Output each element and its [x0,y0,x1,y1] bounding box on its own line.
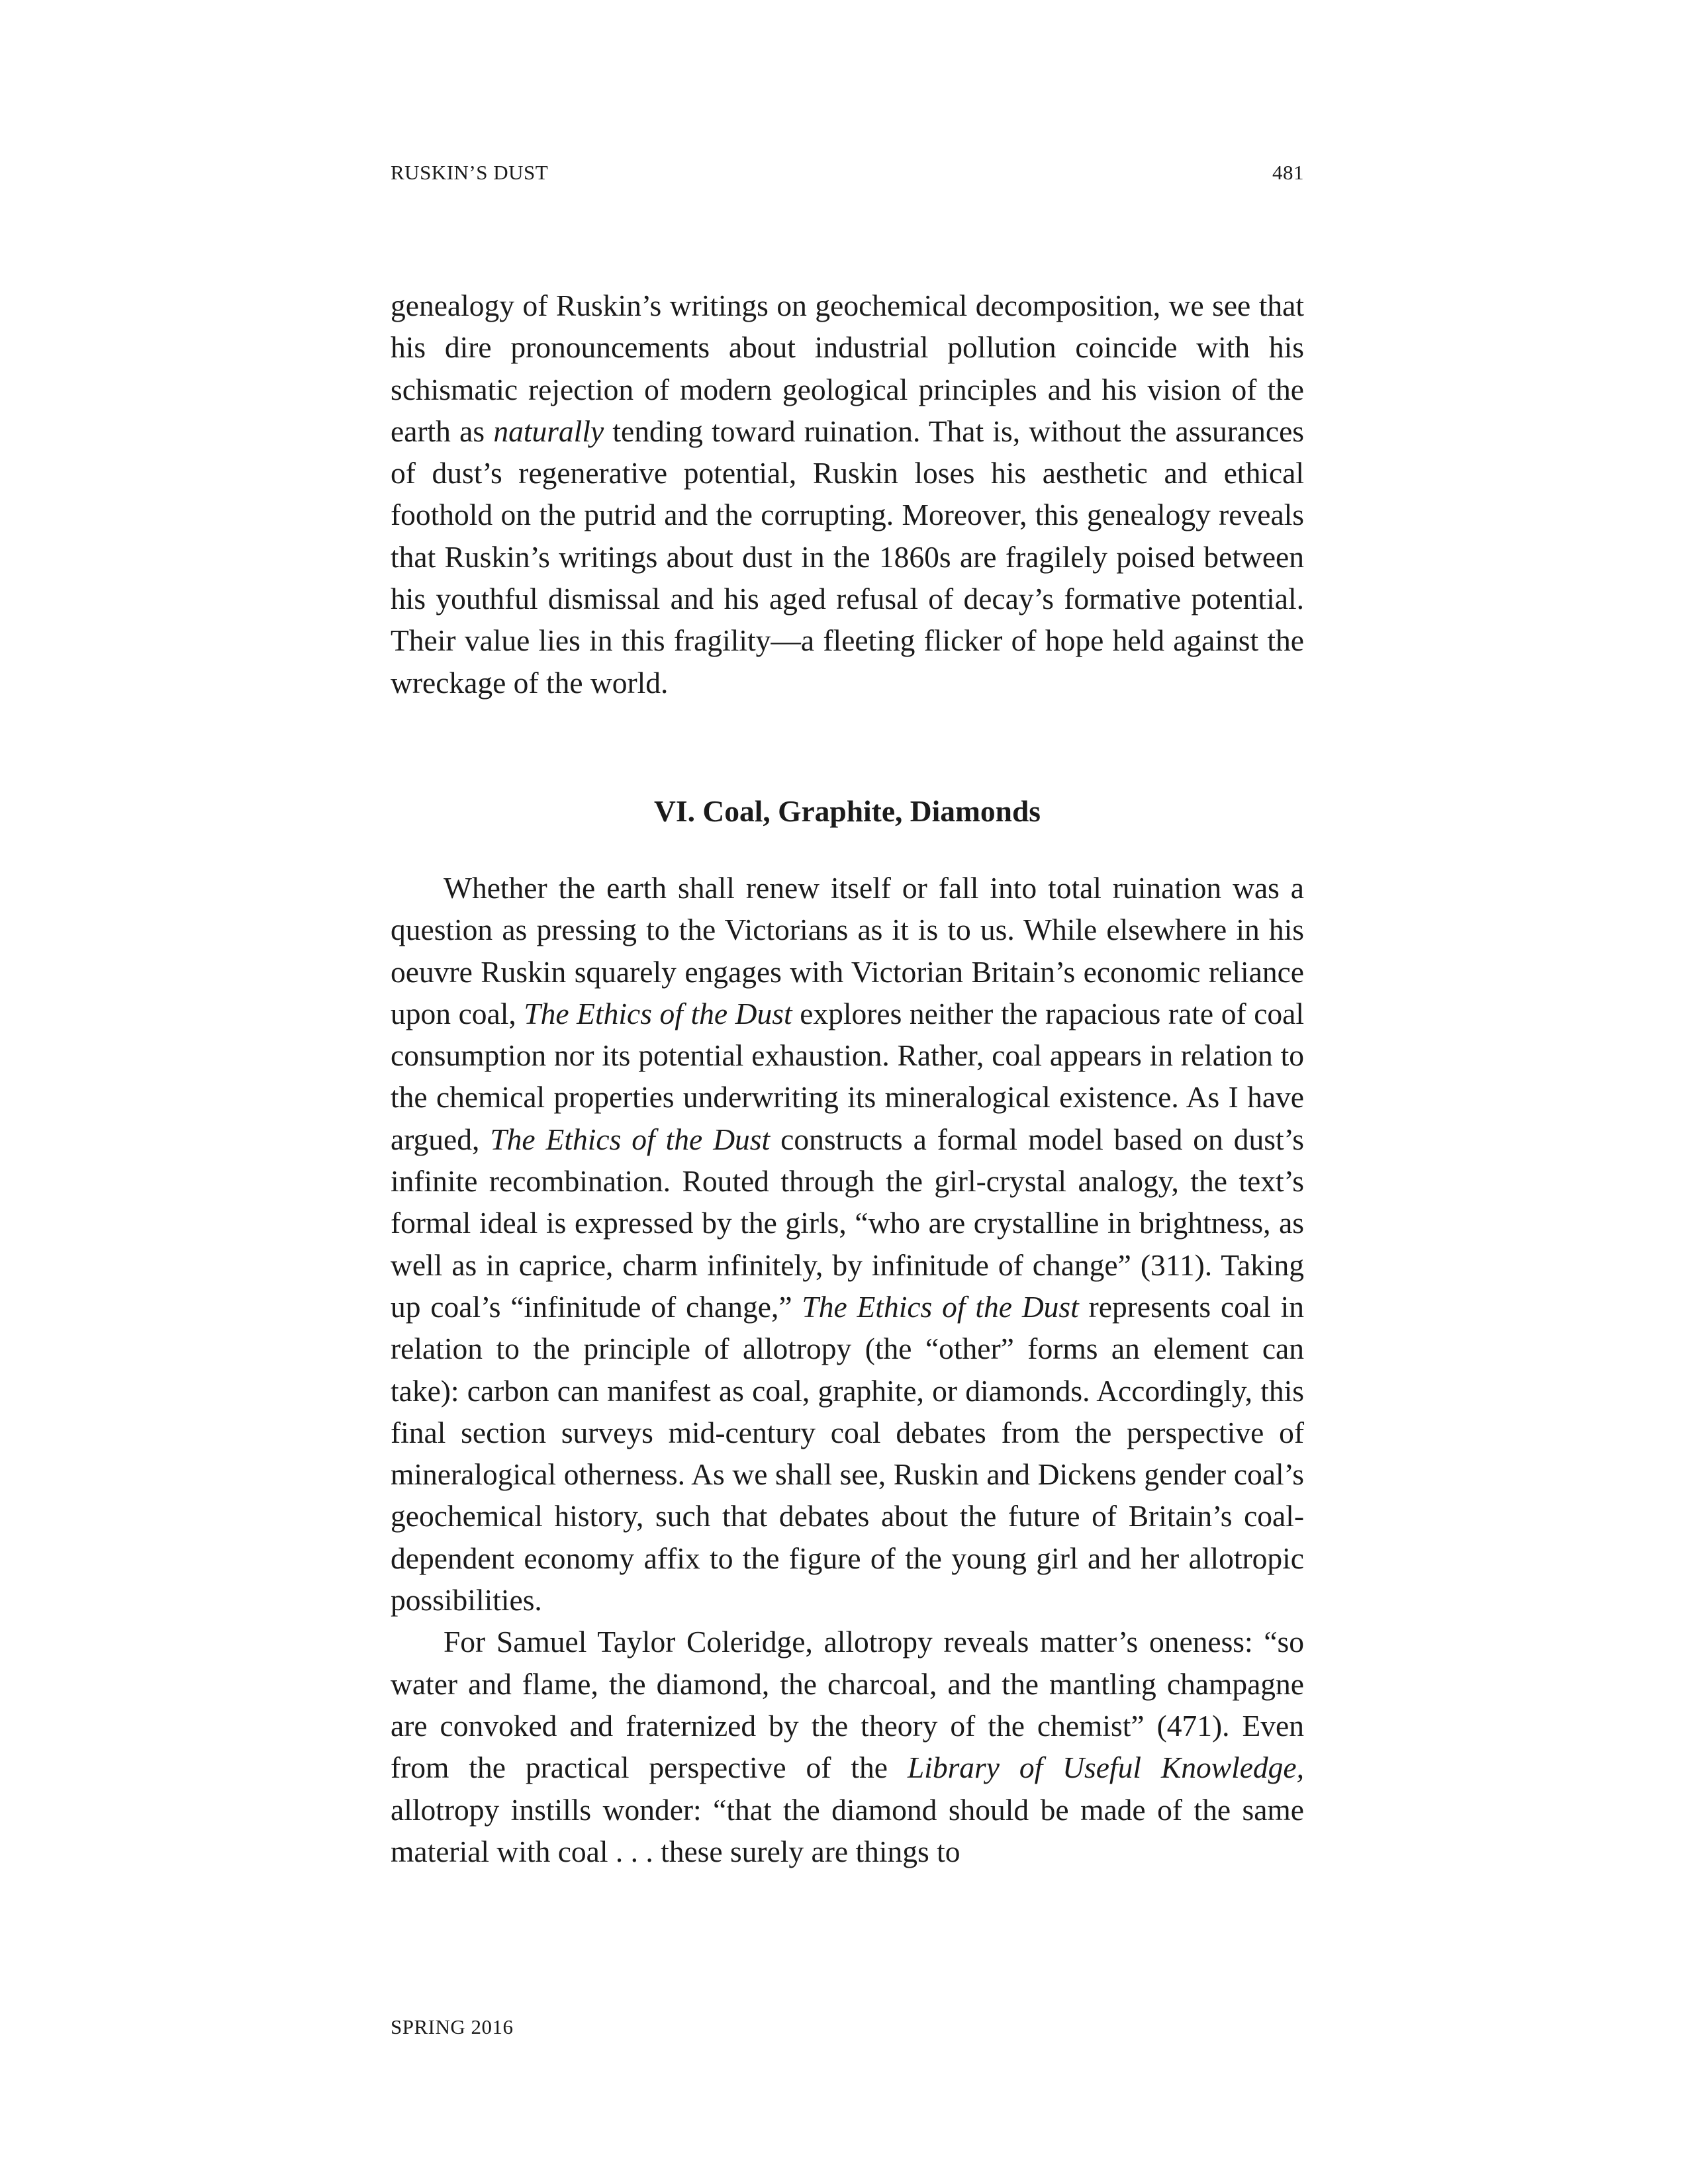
text-run: represents coal in relation to the principle of allotropy (the “other” forms an element can take): carbon can manifest as coal, graphite, or diamonds. Accordingly, this final section surveys mid-century coal debates from the perspective of mineralogical otherness. As we shall see, Ruskin and Dickens gender coal’s geochemical history, such that debates about the future of Britain’s coal-dependent economy affix to the figure of the young girl and her allotropic possibilities. [391,1289,1304,1617]
text-run: constructs a formal model based on dust’s infinite recombination. Routed through the girl-crystal analogy, the text’s formal ideal is expressed by the girls, “who are crystalline in brightness, as well as in caprice, charm infinitely, by infinitude of change” (311). Taking up coal’s “infinitude of change,” [391,1122,1304,1324]
italic-title: The Ethics of the Dust [802,1289,1079,1324]
italic-title: The Ethics of the Dust [490,1122,771,1156]
paragraph [391,867,1304,1621]
text-run: allotropy instills wonder: “that the diamond should be made of the same material with coal . . . these surely are things to [391,1792,1304,1868]
page-number: 481 [1272,161,1304,184]
text-run: For Samuel Taylor Coleridge, allotropy reveals matter’s oneness: “so water and flame, the diamond, the charcoal, and the mantling champagne are convoked and fraternized by the theory of the chemist” (471). Even from the practical perspective of the [391,1625,1304,1785]
text-run: tending toward ruination. That is, without the assurances of dust’s regenerative potential, Ruskin loses his aesthetic and ethical foothold on the putrid and the corrupting. Moreover, this genealogy reveals that Ruskin’s writings about dust in the 1860s are fragilely poised between his youthful dismissal and his aged refusal of decay’s formative potential. Their value lies in this fragility—a fleeting flicker of hope held against the wreckage of the world. [391,414,1304,700]
text-run: genealogy of Ruskin’s writings on geochemical decomposition, we see that his dire pronouncements about industrial pollution coincide with his schismatic rejection of modern geological principles and his vision of the earth as [391,289,1304,448]
text-run: Whether the earth shall renew itself or fall into total ruination was a question as pressing to the Victorians as it is to us. While elsewhere in his oeuvre Ruskin squarely engages with Victorian Britain’s economic reliance upon coal, [391,871,1304,1030]
italic-title: The Ethics of the Dust [524,996,792,1030]
section-heading: VI. Coal, Graphite, Diamonds [654,794,1041,828]
emphasis-text: naturally [493,414,604,448]
body-paragraph-1 [391,285,1304,704]
text-run: explores neither the rapacious rate of coal consumption nor its potential exhaustion. Rather, coal appears in relation to the chemical properties underwriting its mineralogical existence. As I have argued, [391,996,1304,1156]
footer-issue: SPRING 2016 [391,2015,514,2038]
body-section-text [391,867,1304,1872]
paragraph [391,1621,1304,1872]
italic-title: Library of Useful Knowledge, [907,1751,1304,1785]
running-head-title: RUSKIN’S DUST [391,161,549,184]
paragraph [391,285,1304,704]
